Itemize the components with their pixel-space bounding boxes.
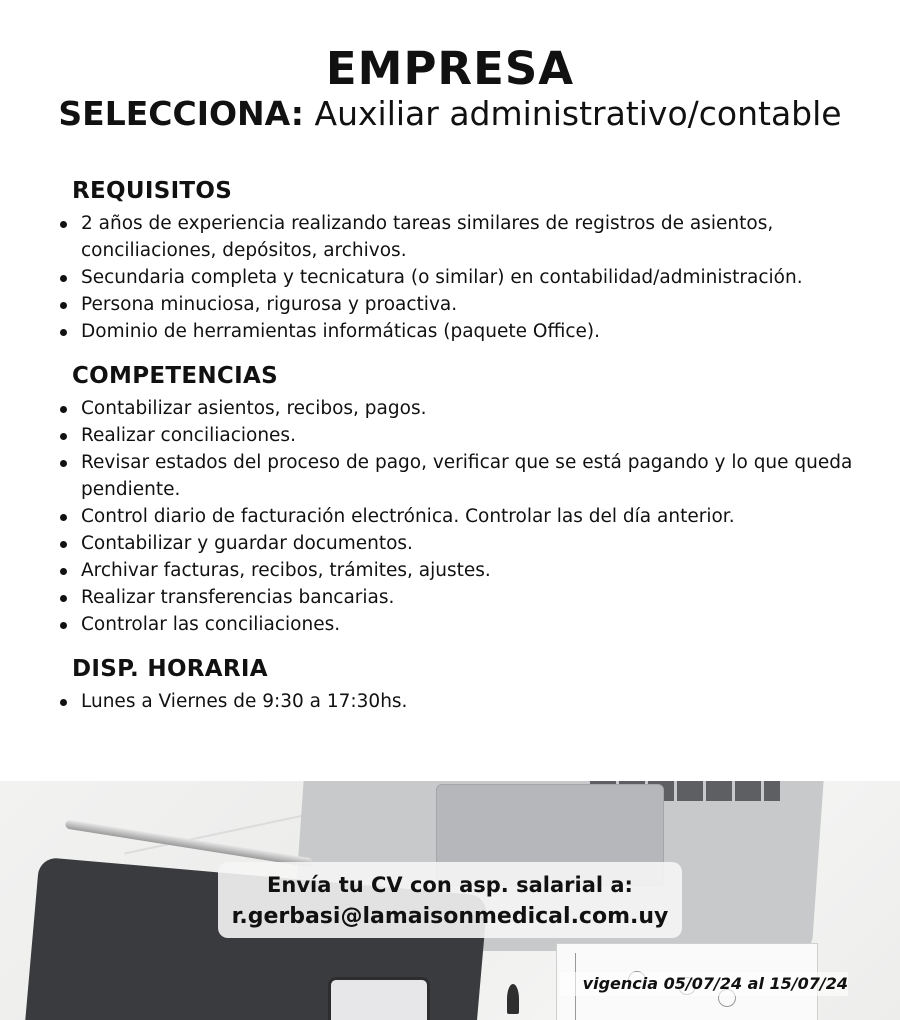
page-title: EMPRESA (325, 42, 575, 95)
list-item: Archivar facturas, recibos, trámites, ajustes. (58, 557, 858, 584)
list-item: Lunes a Viernes de 9:30 a 17:30hs. (58, 688, 858, 715)
list-item: Contabilizar asientos, recibos, pagos. (58, 395, 858, 422)
list-item: Revisar estados del proceso de pago, verificar que se está pagando y lo que queda pendiente. (58, 449, 858, 503)
contact-box (218, 862, 682, 938)
competencies-list (58, 395, 858, 638)
contact-email[interactable]: r.gerbasi@lamaisonmedical.com.uy (231, 904, 669, 929)
section-disp-horaria (58, 652, 858, 715)
brush-image (507, 984, 519, 1014)
subtitle-label: SELECCIONA: (58, 94, 305, 133)
list-item: Persona minuciosa, rigurosa y proactiva. (58, 291, 858, 318)
job-details (58, 174, 858, 729)
section-heading: REQUISITOS (72, 178, 233, 204)
list-item: Realizar transferencias bancarias. (58, 584, 858, 611)
list-item: Realizar conciliaciones. (58, 422, 858, 449)
section-requisitos (58, 174, 858, 345)
section-heading: DISP. HORARIA (72, 656, 268, 682)
list-item: Secundaria completa y tecnicatura (o similar) en contabilidad/administración. (58, 264, 858, 291)
section-heading: COMPETENCIAS (72, 363, 278, 389)
list-item: 2 años de experiencia realizando tareas similares de registros de asientos, conciliaciones, depósitos, archivos. (58, 210, 858, 264)
list-item: Controlar las conciliaciones. (58, 611, 858, 638)
list-item: Contabilizar y guardar documentos. (58, 530, 858, 557)
list-item: Control diario de facturación electrónica. Controlar las del día anterior. (58, 503, 858, 530)
job-subtitle (0, 92, 900, 136)
list-item: Dominio de herramientas informáticas (paquete Office). (58, 318, 858, 345)
section-competencias (58, 359, 858, 638)
validity-dates: vigencia 05/07/24 al 15/07/24 (560, 972, 848, 996)
phone-image (328, 977, 430, 1020)
job-position: Auxiliar administrativo/contable (314, 94, 842, 133)
requirements-list (58, 210, 858, 345)
pen-image (65, 820, 313, 868)
schedule-list (58, 688, 858, 715)
contact-instruction: Envía tu CV con asp. salarial a: (267, 873, 633, 897)
